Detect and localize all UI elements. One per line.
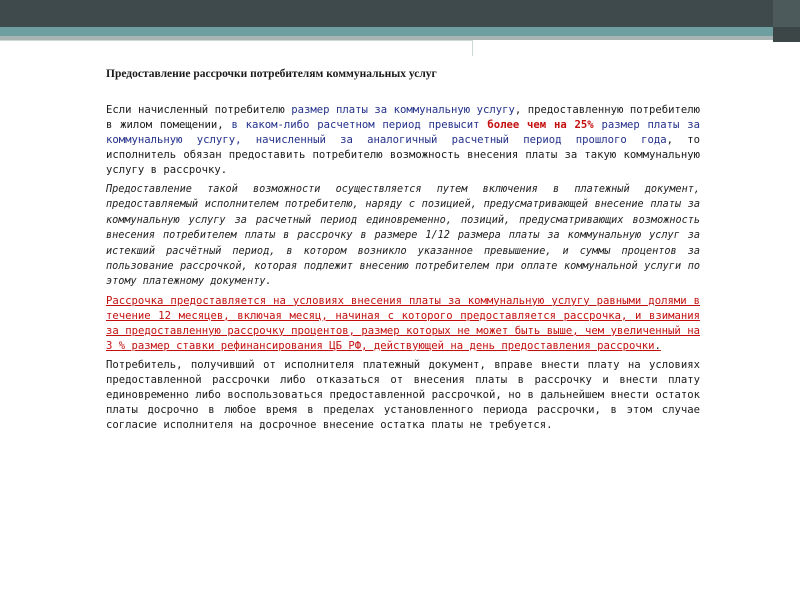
paragraph-consumer-rights: Потребитель, получивший от исполнителя платежный документ, вправе внести плату на условиях предоставленной рассрочки либо отказаться от внесения платы в рассрочку и внести плату единовременно либо воспользоваться предоставленной рассрочкой, но в дальнейшем внести остаток платы досрочно в любое время в пределах установленного периода рассрочки, в этом случае согласие исполнителя на досрочное внесение остатка платы не требуется. xyxy=(106,358,700,431)
tab-divider-line xyxy=(0,40,472,41)
slide-body xyxy=(106,103,700,437)
paragraph-condition-text-3: , то исполнитель обязан предоставить потребителю возможность внесения платы за такую коммунальную услугу в рассрочку. xyxy=(106,134,700,176)
paragraph-condition-text-2: , предоставленную потребителю в жилом помещении, xyxy=(106,104,701,131)
paragraph-condition-highlight-period: в каком-либо расчетном период превысит xyxy=(231,119,488,131)
paragraph-condition-text-1: Если начисленный потребителю xyxy=(106,104,292,116)
paragraph-condition xyxy=(106,103,700,178)
paragraph-condition-highlight-threshold: более чем на 25% xyxy=(487,119,594,131)
paragraph-condition-highlight-fee: размер платы за коммунальную услугу xyxy=(291,104,515,116)
paragraph-installment-terms-end: . xyxy=(654,339,661,352)
paragraph-condition-highlight-prev-year: размер платы за коммунальную услугу, начисленный за аналогичный расчетный период прошлого года xyxy=(106,119,700,146)
paragraph-billing: Предоставление такой возможности осуществляется путем включения в платежный документ, предоставляемый исполнителем потребителю, наряду с позицией, предусматривающей внесение платы за коммунальную услугу за расчетный период единовременно, позиций, предусматривающих возможность внесения потребителем платы в рассрочку в размере 1/12 размера платы за коммунальную услуг за истекший расчётный период, в котором возникло указанное превышение, и суммы процентов за пользование рассрочкой, которая подлежит внесению потребителем при оплате коммунальной услуги по этому платежному документу. xyxy=(106,184,700,288)
paragraph-installment-terms-text: Рассрочка предоставляется на условиях внесения платы за коммунальную услугу равными долями в течение 12 месяцев, включая месяц, начиная с которого предоставляется рассрочка, и взимания за предоставленную рассрочку процентов, размер которых не может быть выше, чем увеличенный на 3 % размер ставки рефинансирования ЦБ РФ, действующей на день предоставления рассрочки xyxy=(106,294,700,352)
header-dark-bar xyxy=(0,0,800,27)
header-teal-band xyxy=(0,27,800,36)
header-corner-block xyxy=(773,0,800,42)
slide-title: Предоставление рассрочки потребителям коммунальных услуг xyxy=(106,68,437,80)
paragraph-installment-terms xyxy=(106,294,700,354)
tab-divider-edge xyxy=(472,40,473,56)
